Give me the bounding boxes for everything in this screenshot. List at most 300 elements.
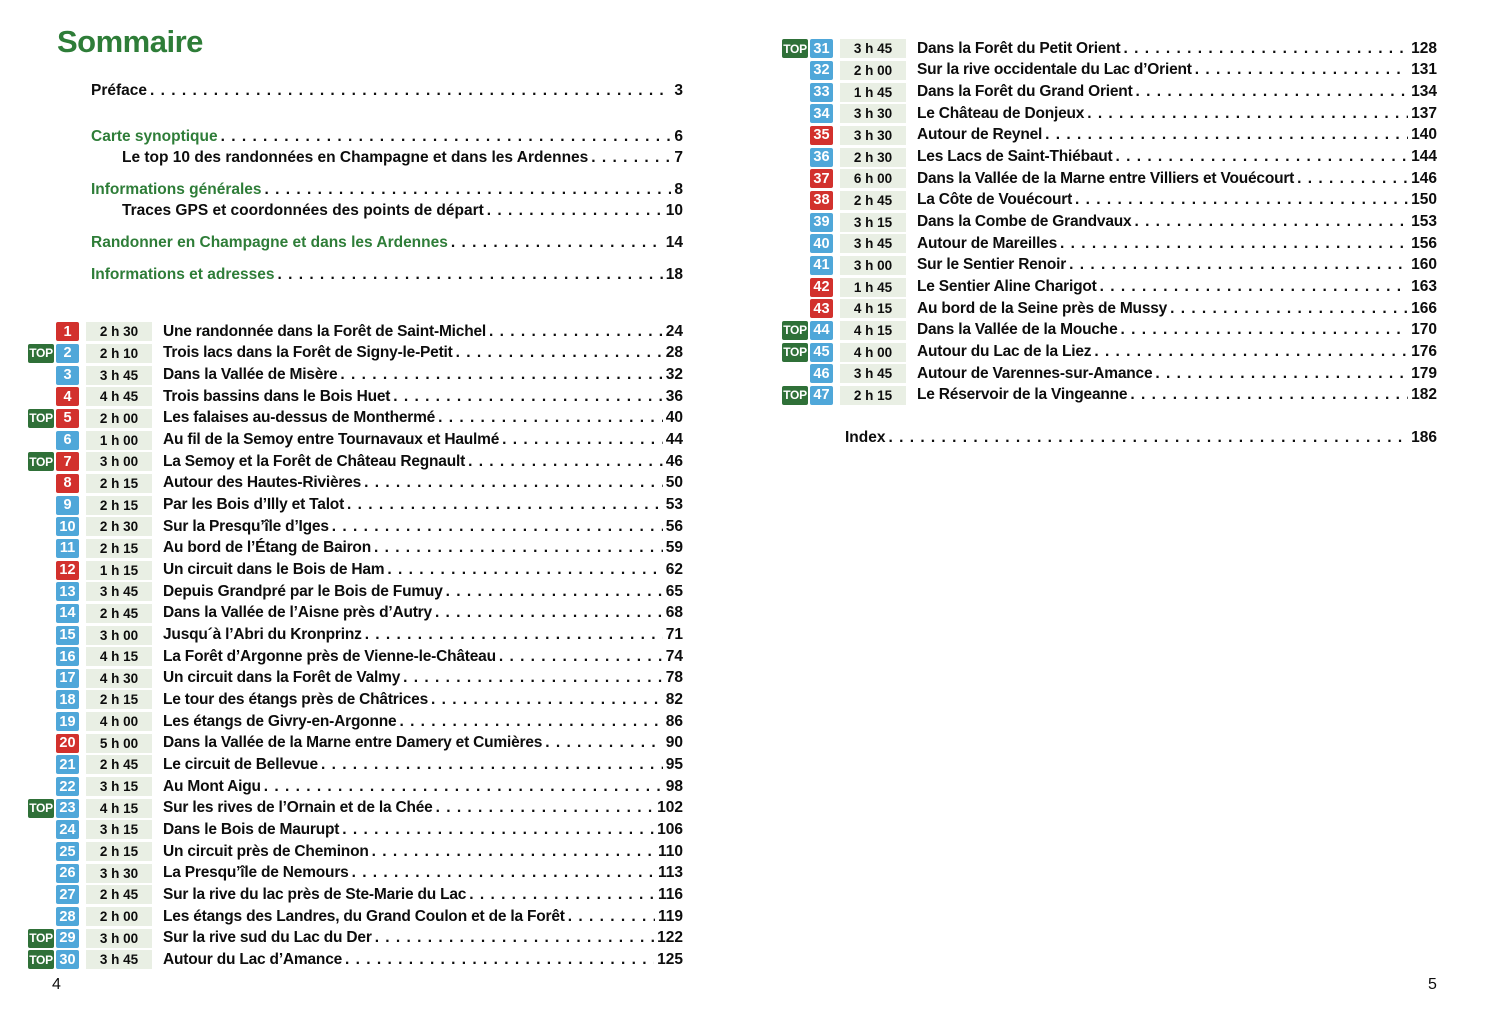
- dot-leader: [1045, 126, 1408, 144]
- hike-number-badge: 12: [56, 561, 79, 580]
- top-badge: TOP: [782, 321, 808, 340]
- hike-title: Dans la Vallée de la Marne entre Villiers et Vouécourt: [917, 169, 1295, 187]
- dot-leader: [1195, 61, 1408, 79]
- toc-hike-row: [28, 949, 683, 971]
- hike-page: 182: [1411, 386, 1437, 404]
- hike-title: Dans le Bois de Maurupt: [163, 820, 340, 838]
- dot-leader: [1134, 213, 1408, 231]
- hike-duration: 2 h 00: [840, 61, 906, 80]
- hike-duration: 4 h 15: [840, 299, 906, 318]
- hike-duration: 2 h 45: [840, 191, 906, 210]
- hike-duration: 2 h 45: [86, 885, 152, 904]
- hike-page: 102: [657, 799, 683, 817]
- dot-leader: [446, 583, 663, 601]
- hike-title: Autour de Varennes-sur-Amance: [917, 364, 1153, 382]
- hike-duration: 2 h 15: [86, 474, 152, 493]
- dot-leader: [451, 234, 663, 252]
- hike-title: Un circuit près de Cheminon: [163, 842, 369, 860]
- hike-title: Un circuit dans la Forêt de Valmy: [163, 669, 401, 687]
- hike-page: 179: [1411, 364, 1437, 382]
- hike-title: Dans la Vallée de l’Aisne près d’Autry: [163, 604, 432, 622]
- top-badge: TOP: [782, 386, 808, 405]
- hike-title: Sur la rive sud du Lac du Der: [163, 929, 372, 947]
- hike-page: 128: [1411, 39, 1437, 57]
- toc-hike-row: [28, 364, 683, 386]
- hike-page: 146: [1411, 169, 1437, 187]
- hike-title: Les étangs des Landres, du Grand Coulon et de la Forêt: [163, 907, 565, 925]
- hike-page: 71: [665, 626, 683, 644]
- hike-duration: 4 h 45: [86, 387, 152, 406]
- top-badge: TOP: [28, 950, 54, 969]
- toc-hike-row: [28, 538, 683, 560]
- hike-number-badge: 29: [56, 929, 79, 948]
- dot-leader: [456, 344, 663, 362]
- hike-duration: 4 h 15: [86, 799, 152, 818]
- toc-front-page: 6: [674, 128, 683, 145]
- dot-leader: [1123, 40, 1408, 58]
- hike-duration: 1 h 15: [86, 561, 152, 580]
- dot-leader: [399, 713, 662, 731]
- toc-hike-row: [782, 38, 1437, 60]
- hike-title: La Semoy et la Forêt de Château Regnault: [163, 452, 466, 470]
- hike-title: Autour de Mareilles: [917, 234, 1058, 252]
- hike-title: Autour des Hautes-Rivières: [163, 474, 362, 492]
- toc-hike-row: [28, 754, 683, 776]
- toc-front-row: [91, 234, 683, 255]
- hike-page: 134: [1411, 83, 1437, 101]
- book-page-right: [750, 0, 1500, 1012]
- hike-page: 150: [1411, 191, 1437, 209]
- hike-duration: 3 h 15: [86, 777, 152, 796]
- hike-title: Les Lacs de Saint-Thiébaut: [917, 148, 1113, 166]
- dot-leader: [1136, 83, 1409, 101]
- dot-leader: [264, 778, 663, 796]
- toc-hike-row: [28, 451, 683, 473]
- toc-hike-row: [782, 233, 1437, 255]
- hike-duration: 3 h 45: [86, 366, 152, 385]
- toc-front-row: [91, 128, 683, 149]
- hike-page: 95: [665, 755, 683, 773]
- hike-number-badge: 13: [56, 582, 79, 601]
- dot-leader: [403, 669, 663, 687]
- hike-number-badge: 40: [810, 234, 833, 253]
- hike-number-badge: 4: [56, 387, 79, 406]
- top-badge: TOP: [782, 343, 808, 362]
- toc-hike-row: [28, 581, 683, 603]
- hike-duration: 4 h 30: [86, 669, 152, 688]
- toc-hike-row: [28, 408, 683, 430]
- hike-duration: 1 h 00: [86, 431, 152, 450]
- hike-page: 68: [665, 604, 683, 622]
- hike-duration: 1 h 45: [840, 278, 906, 297]
- hike-number-badge: 9: [56, 496, 79, 515]
- top-badge: TOP: [782, 39, 808, 58]
- toc-hike-row: [28, 603, 683, 625]
- hike-number-badge: 28: [56, 907, 79, 926]
- hike-duration: 3 h 45: [840, 39, 906, 58]
- hike-duration: 3 h 45: [840, 364, 906, 383]
- top-badge: TOP: [28, 409, 54, 428]
- toc-hike-row: [782, 320, 1437, 342]
- hike-duration: 4 h 15: [840, 321, 906, 340]
- hike-title: La Forêt d’Argonne près de Vienne-le-Château: [163, 647, 496, 665]
- toc-front-label: Informations et adresses: [91, 266, 275, 283]
- hike-page: 131: [1411, 61, 1437, 79]
- hike-number-badge: 8: [56, 474, 79, 493]
- dot-leader: [221, 128, 672, 146]
- dot-leader: [365, 626, 663, 644]
- toc-hike-row: [28, 862, 683, 884]
- toc-front-page: 3: [674, 82, 683, 99]
- hike-duration: 2 h 30: [840, 148, 906, 167]
- dot-leader: [347, 496, 663, 514]
- dot-leader: [375, 929, 654, 947]
- toc-hike-row: [782, 60, 1437, 82]
- toc-hike-row: [28, 624, 683, 646]
- toc-hike-row: [28, 668, 683, 690]
- toc-hike-list-right: [782, 38, 1437, 406]
- dot-leader: [1115, 148, 1408, 166]
- toc-hike-row: [28, 841, 683, 863]
- top-badge: TOP: [28, 452, 54, 471]
- hike-duration: 3 h 45: [86, 950, 152, 969]
- hike-page: 50: [665, 474, 683, 492]
- dot-leader: [340, 366, 662, 384]
- dot-leader: [469, 886, 655, 904]
- hike-number-badge: 43: [810, 299, 833, 318]
- toc-hike-row: [28, 884, 683, 906]
- toc-hike-row: [28, 386, 683, 408]
- hike-page: 74: [665, 647, 683, 665]
- dot-leader: [568, 908, 655, 926]
- dot-leader: [277, 266, 662, 284]
- hike-page: 62: [665, 561, 683, 579]
- toc-front-page: 18: [665, 266, 683, 283]
- dot-leader: [374, 539, 663, 557]
- hike-title: Dans la Combe de Grandvaux: [917, 213, 1132, 231]
- hike-page: 176: [1411, 343, 1437, 361]
- hike-number-badge: 22: [56, 777, 79, 796]
- hike-title: Au bord de la Seine près de Mussy: [917, 299, 1168, 317]
- dot-leader: [387, 561, 662, 579]
- toc-front-page: 7: [674, 149, 683, 166]
- toc-hike-row: [28, 819, 683, 841]
- hike-page: 46: [665, 452, 683, 470]
- hike-title: La Côte de Vouécourt: [917, 191, 1073, 209]
- toc-front-label: Informations générales: [91, 181, 262, 198]
- hike-page: 36: [665, 387, 683, 405]
- hike-duration: 3 h 15: [86, 820, 152, 839]
- dot-leader: [435, 604, 663, 622]
- hike-number-badge: 32: [810, 61, 833, 80]
- hike-title: Les falaises au-dessus de Monthermé: [163, 409, 436, 427]
- toc-front-page: 8: [674, 181, 683, 198]
- hike-page: 59: [665, 539, 683, 557]
- hike-page: 125: [657, 950, 683, 968]
- dot-leader: [352, 864, 655, 882]
- toc-front-label: Traces GPS et coordonnées des points de départ: [122, 202, 484, 219]
- toc-front-label: Le top 10 des randonnées en Champagne et dans les Ardennes: [122, 149, 589, 166]
- hike-duration: 2 h 30: [86, 517, 152, 536]
- toc-hike-row: [28, 343, 683, 365]
- hike-duration: 4 h 15: [86, 647, 152, 666]
- hike-title: Dans la Forêt du Grand Orient: [917, 83, 1133, 101]
- hike-page: 113: [657, 864, 683, 882]
- hike-number-badge: 33: [810, 83, 833, 102]
- hike-number-badge: 14: [56, 604, 79, 623]
- hike-duration: 5 h 00: [86, 734, 152, 753]
- hike-title: Le Réservoir de la Vingeanne: [917, 386, 1128, 404]
- toc-front-label: Randonner en Champagne et dans les Ardennes: [91, 234, 448, 251]
- dot-leader: [1060, 235, 1408, 253]
- hike-duration: 4 h 00: [86, 712, 152, 731]
- hike-title: Par les Bois d’Illy et Talot: [163, 496, 345, 514]
- dot-leader: [1094, 343, 1408, 361]
- dot-leader: [499, 648, 663, 666]
- hike-page: 82: [665, 690, 683, 708]
- dot-leader: [332, 518, 663, 536]
- toc-front-row: [91, 202, 683, 223]
- hike-title: Sur la Presqu’île d’Iges: [163, 517, 329, 535]
- dot-leader: [545, 734, 663, 752]
- hike-page: 98: [665, 777, 683, 795]
- hike-title: Sur le Sentier Renoir: [917, 256, 1067, 274]
- hike-number-badge: 31: [810, 39, 833, 58]
- hike-duration: 3 h 00: [840, 256, 906, 275]
- dot-leader: [265, 181, 672, 199]
- toc-hike-row: [782, 341, 1437, 363]
- hike-page: 163: [1411, 278, 1437, 296]
- page-title: Sommaire: [57, 24, 203, 59]
- dot-leader: [364, 474, 663, 492]
- hike-duration: 2 h 30: [86, 322, 152, 341]
- toc-hike-row: [782, 103, 1437, 125]
- dot-leader: [436, 799, 655, 817]
- hike-number-badge: 21: [56, 755, 79, 774]
- hike-number-badge: 47: [810, 386, 833, 405]
- index-page: 186: [1411, 429, 1437, 446]
- toc-hike-row: [782, 146, 1437, 168]
- hike-title: Le tour des étangs près de Châtrices: [163, 690, 428, 708]
- dot-leader: [1297, 170, 1408, 188]
- toc-front-row: [91, 181, 683, 202]
- hike-page: 160: [1411, 256, 1437, 274]
- toc-hike-row: [28, 797, 683, 819]
- hike-number-badge: 39: [810, 213, 833, 232]
- hike-number-badge: 27: [56, 885, 79, 904]
- hike-number-badge: 34: [810, 104, 833, 123]
- hike-page: 78: [665, 669, 683, 687]
- hike-title: Le circuit de Bellevue: [163, 755, 318, 773]
- dot-leader: [1121, 321, 1409, 339]
- hike-title: Au Mont Aigu: [163, 777, 261, 795]
- hike-title: Dans la Vallée de la Marne entre Damery et Cumières: [163, 734, 543, 752]
- toc-front-label: Préface: [91, 82, 148, 99]
- hike-page: 116: [657, 885, 683, 903]
- toc-hike-row: [28, 732, 683, 754]
- hike-duration: 3 h 45: [86, 582, 152, 601]
- hike-title: Autour du Lac d’Amance: [163, 950, 343, 968]
- hike-number-badge: 44: [810, 321, 833, 340]
- hike-title: Sur la rive occidentale du Lac d’Orient: [917, 61, 1192, 79]
- hike-number-badge: 10: [56, 517, 79, 536]
- toc-hike-row: [782, 81, 1437, 103]
- hike-duration: 3 h 15: [840, 213, 906, 232]
- dot-leader: [150, 82, 671, 100]
- hike-title: Autour du Lac de la Liez: [917, 343, 1092, 361]
- hike-title: Trois bassins dans le Bois Huet: [163, 387, 391, 405]
- top-badge: TOP: [28, 344, 54, 363]
- dot-leader: [489, 323, 663, 341]
- hike-number-badge: 20: [56, 734, 79, 753]
- dot-leader: [1155, 365, 1408, 383]
- hike-duration: 3 h 45: [840, 234, 906, 253]
- hike-page: 44: [665, 431, 683, 449]
- dot-leader: [431, 691, 663, 709]
- hike-title: Jusqu´à l’Abri du Kronprinz: [163, 626, 362, 644]
- hike-number-badge: 1: [56, 322, 79, 341]
- toc-hike-row: [28, 927, 683, 949]
- hike-number-badge: 7: [56, 452, 79, 471]
- hike-title: Dans la Vallée de Misère: [163, 366, 338, 384]
- toc-hike-row: [782, 125, 1437, 147]
- hike-number-badge: 42: [810, 278, 833, 297]
- hike-page: 32: [665, 366, 683, 384]
- toc-hike-row: [28, 321, 683, 343]
- hike-number-badge: 15: [56, 626, 79, 645]
- top-badge: TOP: [28, 799, 54, 818]
- dot-leader: [487, 202, 663, 220]
- hike-title: Dans la Forêt du Petit Orient: [917, 39, 1121, 57]
- toc-hike-row: [782, 385, 1437, 407]
- hike-title: La Presqu’île de Nemours: [163, 864, 349, 882]
- hike-number-badge: 6: [56, 431, 79, 450]
- dot-leader: [1100, 278, 1409, 296]
- dot-leader: [591, 149, 671, 167]
- hike-duration: 2 h 15: [86, 539, 152, 558]
- hike-page: 119: [657, 907, 683, 925]
- toc-hike-row: [28, 559, 683, 581]
- hike-duration: 2 h 10: [86, 344, 152, 363]
- hike-duration: 3 h 30: [86, 864, 152, 883]
- hike-page: 24: [665, 322, 683, 340]
- folio-page-number: 5: [1428, 976, 1437, 993]
- hike-number-badge: 11: [56, 539, 79, 558]
- hike-number-badge: 18: [56, 690, 79, 709]
- hike-page: 65: [665, 582, 683, 600]
- hike-page: 140: [1411, 126, 1437, 144]
- toc-hike-row: [28, 646, 683, 668]
- toc-front-row: [91, 266, 683, 287]
- hike-number-badge: 3: [56, 366, 79, 385]
- hike-title: Autour de Reynel: [917, 126, 1043, 144]
- toc-hike-row: [28, 711, 683, 733]
- toc-front-page: 10: [665, 202, 683, 219]
- hike-page: 156: [1411, 234, 1437, 252]
- hike-duration: 6 h 00: [840, 169, 906, 188]
- toc-front-row: [91, 82, 683, 103]
- hike-number-badge: 26: [56, 864, 79, 883]
- hike-page: 90: [665, 734, 683, 752]
- hike-number-badge: 35: [810, 126, 833, 145]
- hike-duration: 2 h 15: [86, 690, 152, 709]
- hike-page: 86: [665, 712, 683, 730]
- toc-hike-row: [782, 168, 1437, 190]
- toc-hike-row: [782, 211, 1437, 233]
- hike-number-badge: 5: [56, 409, 79, 428]
- dot-leader: [372, 843, 655, 861]
- hike-page: 106: [657, 820, 683, 838]
- top-badge: TOP: [28, 929, 54, 948]
- hike-duration: 2 h 45: [86, 604, 152, 623]
- hike-title: Dans la Vallée de la Mouche: [917, 321, 1118, 339]
- hike-duration: 3 h 00: [86, 452, 152, 471]
- toc-front-section: [91, 82, 683, 287]
- dot-leader: [468, 453, 663, 471]
- dot-leader: [438, 409, 663, 427]
- hike-title: Au bord de l’Étang de Bairon: [163, 539, 371, 557]
- hike-page: 56: [665, 517, 683, 535]
- hike-title: Au fil de la Semoy entre Tournavaux et Haulmé: [163, 431, 500, 449]
- hike-duration: 3 h 00: [86, 626, 152, 645]
- hike-duration: 3 h 30: [840, 126, 906, 145]
- hike-page: 53: [665, 496, 683, 514]
- toc-hike-row: [28, 473, 683, 495]
- hike-duration: 4 h 00: [840, 343, 906, 362]
- hike-number-badge: 23: [56, 799, 79, 818]
- toc-hike-row: [782, 298, 1437, 320]
- toc-hike-row: [782, 190, 1437, 212]
- hike-title: Le Château de Donjeux: [917, 104, 1085, 122]
- hike-number-badge: 2: [56, 344, 79, 363]
- hike-duration: 2 h 15: [86, 842, 152, 861]
- toc-hike-row: [782, 255, 1437, 277]
- hike-page: 170: [1411, 321, 1437, 339]
- hike-duration: 3 h 30: [840, 104, 906, 123]
- hike-number-badge: 45: [810, 343, 833, 362]
- hike-duration: 2 h 45: [86, 755, 152, 774]
- toc-hike-row: [782, 363, 1437, 385]
- hike-title: Sur les rives de l’Ornain et de la Chée: [163, 799, 433, 817]
- hike-number-badge: 38: [810, 191, 833, 210]
- hike-duration: 3 h 00: [86, 929, 152, 948]
- hike-duration: 2 h 15: [840, 386, 906, 405]
- hike-title: Les étangs de Givry-en-Argonne: [163, 712, 397, 730]
- toc-hike-row: [28, 776, 683, 798]
- hike-number-badge: 36: [810, 148, 833, 167]
- dot-leader: [1069, 256, 1408, 274]
- hike-title: Depuis Grandpré par le Bois de Fumuy: [163, 582, 443, 600]
- folio-page-number: 4: [52, 976, 61, 993]
- dot-leader: [888, 429, 1408, 447]
- hike-number-badge: 17: [56, 669, 79, 688]
- toc-hike-row: [782, 276, 1437, 298]
- toc-hike-row: [28, 429, 683, 451]
- hike-number-badge: 30: [56, 950, 79, 969]
- toc-front-row: [91, 149, 683, 170]
- toc-hike-row: [28, 689, 683, 711]
- dot-leader: [1087, 105, 1408, 123]
- toc-hike-row: [28, 906, 683, 928]
- hike-page: 166: [1411, 299, 1437, 317]
- hike-title: Le Sentier Aline Charigot: [917, 278, 1097, 296]
- hike-page: 122: [657, 929, 683, 947]
- hike-title: Sur la rive du lac près de Ste-Marie du Lac: [163, 885, 467, 903]
- toc-front-page: 14: [665, 234, 683, 251]
- dot-leader: [321, 756, 663, 774]
- dot-leader: [1170, 300, 1408, 318]
- dot-leader: [1130, 386, 1408, 404]
